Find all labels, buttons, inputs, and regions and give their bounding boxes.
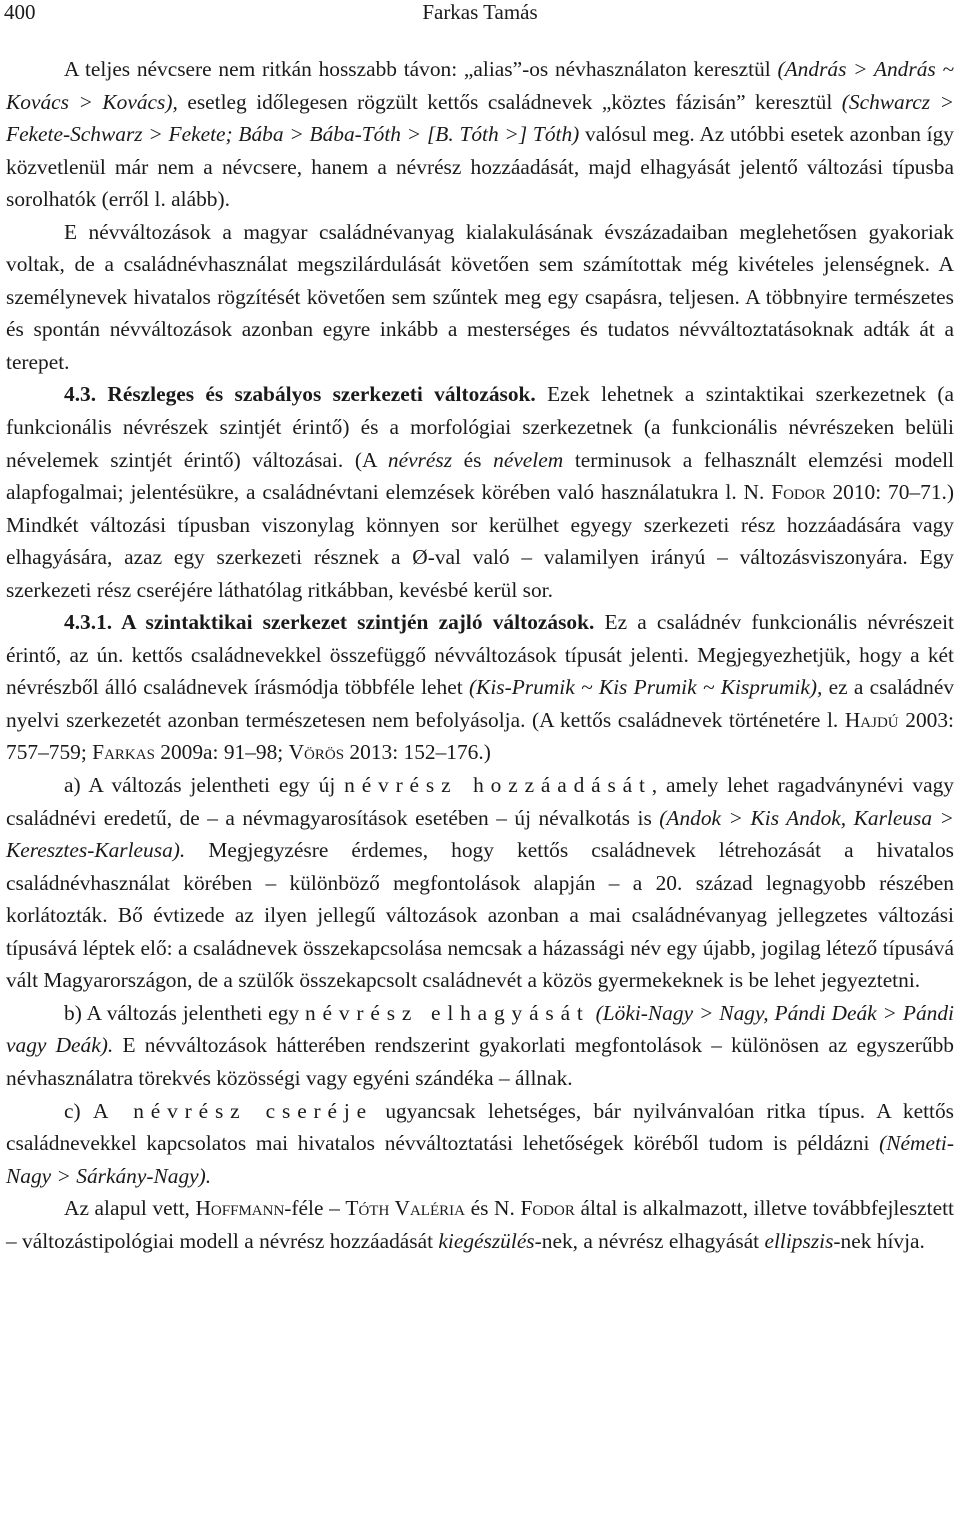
spaced-term: A névrész cseréje	[92, 1098, 373, 1123]
example-names: (Schwarcz > Fekete-Schwarz > Fekete; Bába > Bába-Tóth > [B. Tóth >] Tóth)	[6, 89, 955, 147]
example-names: (Andok > Kis Andok, Karleusa > Keresztes-Karleusa).	[6, 805, 954, 863]
author-name: Fodor	[771, 480, 826, 505]
paragraph-2	[6, 216, 954, 379]
text-run: -nek, a névrész elhagyását	[534, 1228, 765, 1253]
spaced-term: névrész elhagyását	[304, 1000, 590, 1025]
text-run: 2003: 757–759;	[6, 707, 954, 765]
paragraph-1	[6, 53, 954, 216]
text-run: és	[452, 447, 494, 472]
paragraph-7	[6, 1095, 954, 1193]
author-name: Hoffmann	[195, 1196, 285, 1221]
text-run: esetleg időlegesen rögzült kettős családnevek „köztes fázisán” keresztül	[177, 89, 842, 114]
text-run: c)	[64, 1098, 93, 1123]
text-run: E névváltozások a magyar családnévanyag kialakulásának évszázadaiban meglehetősen gyakoriak voltak, de a családnévhasználat megszilárdulását követően sem számítottak még kivételes jelenségnek. A személynevek hivatalos rögzítését követően sem szűntek meg egy csapásra, teljesen. A többnyire természetes és spontán névváltozások azonban egyre inkább a mesterséges és tudatos névváltoztatásoknak adták át a terepet.	[6, 219, 954, 374]
author-name: Fodor	[520, 1196, 575, 1221]
running-title: Farkas Tamás	[422, 0, 538, 24]
text-run: és N.	[464, 1196, 521, 1221]
author-name: Vörös	[288, 740, 345, 765]
paragraph-3	[6, 378, 954, 606]
paragraph-8	[6, 1192, 954, 1257]
running-head	[4, 0, 956, 26]
text-run: -féle –	[284, 1196, 346, 1221]
text-run: A teljes névcsere nem ritkán hosszabb távon: „alias”-os névhasználaton keresztül	[64, 57, 778, 81]
text-run: által is alkalmazott, illetve továbbfejlesztett – változástipológiai modell a névrész hozzáadását	[6, 1196, 954, 1253]
text-run: E névváltozások hátterében rendszerint gyakorlati megfontolások – különösen az egyszerűbb névhasználatra törekvés közösségi vagy egyéni szándéka – állnak.	[6, 1033, 954, 1090]
paragraph-5	[6, 769, 954, 997]
text-run: ez a családnév nyelvi szerkezetét azonban természetesen nem befolyásolja. (A kettős családnevek történetére l.	[6, 675, 955, 732]
example-names: (Németi-Nagy > Sárkány-Nagy).	[6, 1131, 954, 1188]
text-run: Ezek lehetnek a szintaktikai szerkezetnek (a funkcionális névrészek szintjét érintő) és a morfológiai szerkezetnek (a funkcionális névrészeken belüli névelemek szintjét érintő) változásai. (A	[6, 382, 954, 472]
example-names: (András > András ~ Kovács > Kovács),	[6, 57, 955, 114]
term: névelem	[493, 447, 564, 472]
section-heading: 4.3.1. A szintaktikai szerkezet szintjén zajló változások.	[64, 610, 595, 635]
body-text	[6, 53, 954, 1257]
paragraph-4	[6, 606, 954, 769]
text-run: b) A változás jelentheti egy	[64, 1000, 305, 1025]
page-number: 400	[4, 0, 36, 24]
text-run: a) A változás jelentheti egy új	[64, 773, 345, 798]
example-names: (Löki-Nagy > Nagy, Pándi Deák > Pándi vagy Deák).	[6, 1000, 954, 1058]
text-run: 2013: 152–176.)	[344, 740, 491, 765]
text-run: Megjegyzésre érdemes, hogy kettős családnevek létrehozását a hivatalos családnévhasználat körében – különböző megfontolások alapján – a 20. század legnagyobb részében korlátozták. Bő évtizede az ilyen jellegű változások azonban a mai családnévanyag jellegzetes változási típusává léptek elő: a családnevek összekapcsolása nemcsak a házassági név egy újabb, jogilag létező típusává vált Magyarországon, de a szülők összekapcsolt családnevét a közös gyermekeknek is be lehet jegyeztetni.	[6, 838, 954, 993]
text-run: terminusok a felhasznált elemzési modell alapfogalmai; jelentésükre, a családnévtani elemzések körében való használatukra l. N.	[6, 447, 954, 505]
author-name: Farkas	[92, 740, 155, 765]
term: ellipszis	[764, 1228, 834, 1253]
text-run: 2009a: 91–98;	[154, 740, 289, 765]
term: névrész	[387, 447, 453, 472]
text-run: Ez a családnév funkcionális névrészeit érintő, az ún. kettős családnevekkel összefüggő névváltozások típusát jelenti. Megjegyezhetjük, hogy a két névrészből álló családnevek írásmódja többféle lehet	[6, 610, 954, 700]
term: kiegészülés	[438, 1228, 535, 1253]
section-heading: 4.3. Részleges és szabályos szerkezeti változások.	[64, 382, 536, 407]
author-name: Hajdú	[844, 707, 899, 732]
author-name: Tóth Valéria	[345, 1196, 465, 1221]
text-run: valósul meg. Az utóbbi esetek azonban így közvetlenül már nem a névcsere, hanem a névrész hozzáadását, majd elhagyását jelentő változási típusba sorolhatók (erről l. alább).	[6, 122, 955, 212]
spaced-term: névrész hozzáadását	[344, 773, 652, 798]
text-run: ugyancsak lehetséges, bár nyilvánvalóan ritka típus. A kettős családnevekkel kapcsolatos mai hivatalos névváltoztatási lehetőségek köréből tudom is példázni	[6, 1098, 954, 1156]
text-run: Az alapul vett,	[64, 1196, 196, 1221]
text-run: 2010: 70–71.) Mindkét változási típusban viszonylag könnyen sor kerülhet egyegy szerkezeti rész hozzáadására vagy elhagyására, azaz egy szerkezeti résznek a Ø-val való – valamilyen irányú – változásviszonyára. Egy szerkezeti rész cseréjére láthatólag ritkábban, kevésbé kerül sor.	[6, 480, 954, 602]
example-names: (Kis-Prumik ~ Kis Prumik ~ Kisprumik),	[468, 675, 823, 700]
paragraph-6	[6, 997, 954, 1095]
text-run: , amely lehet ragadványnévi vagy családnévi eredetű, de – a névmagyarosítások esetében – új névalkotás is	[6, 773, 954, 830]
text-run: -nek hívja.	[833, 1228, 925, 1253]
